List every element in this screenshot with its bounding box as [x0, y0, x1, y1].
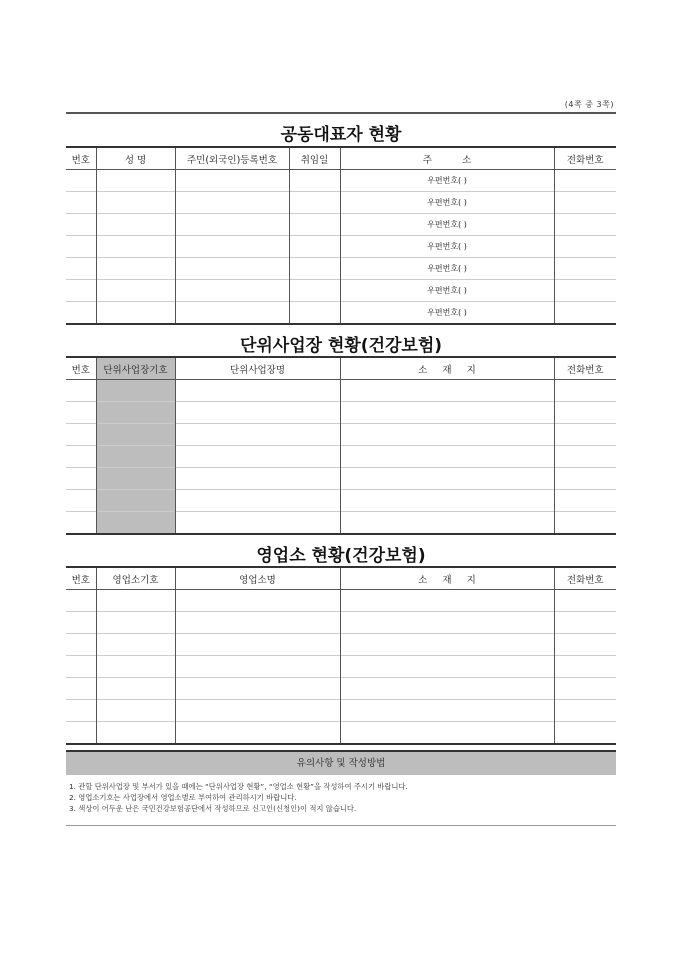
postal-code-cell[interactable]: 우편번호( ) — [340, 280, 554, 302]
input-cell[interactable] — [340, 446, 554, 468]
table-row — [66, 402, 616, 424]
input-cell[interactable] — [66, 612, 96, 634]
input-cell[interactable] — [289, 192, 340, 214]
col-number: 번호 — [66, 147, 96, 170]
co-representatives-title: 공동대표자 현황 — [280, 125, 402, 145]
input-cell[interactable] — [96, 236, 175, 258]
table-row — [66, 612, 616, 634]
input-cell[interactable] — [289, 302, 340, 325]
input-cell[interactable] — [554, 490, 616, 512]
input-cell[interactable] — [96, 402, 175, 424]
input-cell[interactable] — [340, 678, 554, 700]
postal-code-cell[interactable]: 우편번호( ) — [340, 302, 554, 325]
input-cell[interactable] — [340, 402, 554, 424]
table-header-row — [66, 357, 616, 380]
col-appointment-date: 취임일 — [289, 147, 340, 170]
input-cell[interactable] — [175, 700, 340, 722]
postal-code-cell[interactable]: 우편번호( ) — [340, 258, 554, 280]
input-cell[interactable] — [66, 380, 96, 402]
table-row — [66, 490, 616, 512]
input-cell[interactable] — [175, 656, 340, 678]
col-phone: 전화번호 — [554, 357, 616, 380]
top-rule — [66, 112, 616, 114]
input-cell[interactable] — [96, 280, 175, 302]
postal-code-cell[interactable]: 우편번호( ) — [340, 214, 554, 236]
input-cell[interactable] — [96, 192, 175, 214]
table-row — [66, 590, 616, 612]
input-cell[interactable] — [340, 424, 554, 446]
input-cell[interactable] — [289, 214, 340, 236]
input-cell[interactable] — [96, 700, 175, 722]
note-item: 2. 영업소기호는 사업장에서 영업소별로 부여하여 관리하시기 바랍니다. — [69, 793, 297, 803]
col-location: 소 재 지 — [340, 567, 554, 590]
input-cell[interactable] — [554, 192, 616, 214]
col-unit-workplace-name: 단위사업장명 — [175, 357, 340, 380]
table-row — [66, 722, 616, 745]
table-row — [66, 446, 616, 468]
table-row — [66, 214, 616, 236]
input-cell[interactable] — [340, 722, 554, 745]
input-cell[interactable] — [96, 678, 175, 700]
page-number: (4쪽 중 3쪽) — [564, 100, 614, 109]
input-cell[interactable] — [66, 192, 96, 214]
input-cell[interactable] — [66, 656, 96, 678]
input-cell[interactable] — [554, 722, 616, 745]
input-cell[interactable] — [66, 258, 96, 280]
col-number: 번호 — [66, 357, 96, 380]
col-address: 주 소 — [340, 147, 554, 170]
input-cell[interactable] — [96, 170, 175, 192]
input-cell[interactable] — [66, 700, 96, 722]
input-cell[interactable] — [289, 280, 340, 302]
branch-offices-title: 영업소 현황(건강보험) — [256, 546, 426, 566]
input-cell[interactable] — [289, 258, 340, 280]
input-cell[interactable] — [66, 170, 96, 192]
note-item: 3. 색상이 어두운 난은 국민건강보험공단에서 작성하므로 신고인(신청인)이 적지 않습니다. — [69, 804, 357, 814]
input-cell[interactable] — [66, 446, 96, 468]
input-cell[interactable] — [175, 446, 340, 468]
table-row — [66, 700, 616, 722]
col-branch-name: 영업소명 — [175, 567, 340, 590]
input-cell[interactable] — [175, 302, 289, 325]
input-cell[interactable] — [554, 468, 616, 490]
input-cell[interactable] — [96, 722, 175, 745]
input-cell[interactable] — [554, 612, 616, 634]
col-number: 번호 — [66, 567, 96, 590]
input-cell[interactable] — [175, 192, 289, 214]
input-cell[interactable] — [66, 634, 96, 656]
input-cell[interactable] — [66, 490, 96, 512]
postal-code-cell[interactable]: 우편번호( ) — [340, 236, 554, 258]
unit-workplaces-table — [66, 356, 616, 535]
input-cell[interactable] — [340, 590, 554, 612]
input-cell[interactable] — [96, 446, 175, 468]
table-row — [66, 192, 616, 214]
co-representatives-table — [66, 146, 616, 325]
input-cell[interactable] — [554, 302, 616, 325]
branch-offices-table — [66, 566, 616, 745]
input-cell[interactable] — [554, 258, 616, 280]
input-cell[interactable] — [340, 490, 554, 512]
input-cell[interactable] — [175, 512, 340, 535]
input-cell[interactable] — [96, 656, 175, 678]
input-cell[interactable] — [175, 258, 289, 280]
col-location: 소 재 지 — [340, 357, 554, 380]
input-cell[interactable] — [340, 700, 554, 722]
input-cell[interactable] — [554, 402, 616, 424]
input-cell[interactable] — [175, 722, 340, 745]
table-row — [66, 258, 616, 280]
table-row — [66, 634, 616, 656]
input-cell[interactable] — [554, 170, 616, 192]
input-cell[interactable] — [340, 380, 554, 402]
table-header-row — [66, 147, 616, 170]
table-row — [66, 302, 616, 325]
input-cell[interactable] — [66, 424, 96, 446]
input-cell[interactable] — [554, 380, 616, 402]
input-cell[interactable] — [554, 656, 616, 678]
table-row — [66, 468, 616, 490]
input-cell[interactable] — [554, 236, 616, 258]
input-cell[interactable] — [175, 380, 340, 402]
input-cell[interactable] — [340, 512, 554, 535]
input-cell[interactable] — [554, 512, 616, 535]
input-cell[interactable] — [96, 424, 175, 446]
input-cell[interactable] — [66, 236, 96, 258]
input-cell[interactable] — [66, 402, 96, 424]
input-cell[interactable] — [96, 590, 175, 612]
note-item: 1. 관할 단위사업장 및 부서가 있을 때에는 “단위사업장 현황”, “영업소 현황”을 작성하여 주시기 바랍니다. — [69, 782, 408, 791]
table-row — [66, 424, 616, 446]
input-cell[interactable] — [96, 612, 175, 634]
table-row — [66, 170, 616, 192]
table-row — [66, 678, 616, 700]
input-cell[interactable] — [175, 590, 340, 612]
input-cell[interactable] — [340, 656, 554, 678]
input-cell[interactable] — [175, 678, 340, 700]
input-cell[interactable] — [554, 590, 616, 612]
col-registration-number: 주민(외국인)등록번호 — [175, 147, 289, 170]
col-branch-code: 영업소기호 — [96, 567, 175, 590]
table-row — [66, 512, 616, 535]
input-cell[interactable] — [96, 258, 175, 280]
input-cell[interactable] — [96, 380, 175, 402]
input-cell[interactable] — [554, 214, 616, 236]
input-cell[interactable] — [175, 490, 340, 512]
table-row — [66, 280, 616, 302]
input-cell[interactable] — [554, 446, 616, 468]
input-cell[interactable] — [96, 490, 175, 512]
col-unit-workplace-code: 단위사업장기호 — [96, 357, 175, 380]
table-row — [66, 236, 616, 258]
input-cell[interactable] — [554, 280, 616, 302]
input-cell[interactable] — [66, 302, 96, 325]
input-cell[interactable] — [175, 170, 289, 192]
unit-workplaces-title: 단위사업장 현황(건강보험) — [239, 336, 443, 356]
table-row — [66, 380, 616, 402]
postal-code-cell[interactable]: 우편번호( ) — [340, 170, 554, 192]
col-phone: 전화번호 — [554, 567, 616, 590]
col-name: 성 명 — [96, 147, 175, 170]
notes-bottom-rule — [66, 825, 616, 826]
table-row — [66, 656, 616, 678]
input-cell[interactable] — [66, 678, 96, 700]
input-cell[interactable] — [66, 214, 96, 236]
input-cell[interactable] — [66, 280, 96, 302]
table-header-row — [66, 567, 616, 590]
postal-code-cell[interactable]: 우편번호( ) — [340, 192, 554, 214]
input-cell[interactable] — [289, 170, 340, 192]
input-cell[interactable] — [554, 700, 616, 722]
input-cell[interactable] — [175, 424, 340, 446]
input-cell[interactable] — [96, 634, 175, 656]
input-cell[interactable] — [96, 512, 175, 535]
input-cell[interactable] — [175, 280, 289, 302]
input-cell[interactable] — [175, 612, 340, 634]
input-cell[interactable] — [96, 468, 175, 490]
input-cell[interactable] — [340, 634, 554, 656]
input-cell[interactable] — [66, 722, 96, 745]
input-cell[interactable] — [340, 468, 554, 490]
notes-title: 유의사항 및 작성방법 — [66, 750, 616, 775]
input-cell[interactable] — [554, 678, 616, 700]
input-cell[interactable] — [554, 424, 616, 446]
input-cell[interactable] — [175, 214, 289, 236]
input-cell[interactable] — [175, 402, 340, 424]
input-cell[interactable] — [554, 634, 616, 656]
col-phone: 전화번호 — [554, 147, 616, 170]
input-cell[interactable] — [66, 512, 96, 535]
input-cell[interactable] — [340, 612, 554, 634]
input-cell[interactable] — [96, 214, 175, 236]
input-cell[interactable] — [289, 236, 340, 258]
input-cell[interactable] — [175, 634, 340, 656]
input-cell[interactable] — [175, 236, 289, 258]
input-cell[interactable] — [66, 468, 96, 490]
input-cell[interactable] — [175, 468, 340, 490]
input-cell[interactable] — [96, 302, 175, 325]
notes-list — [69, 781, 614, 815]
input-cell[interactable] — [66, 590, 96, 612]
